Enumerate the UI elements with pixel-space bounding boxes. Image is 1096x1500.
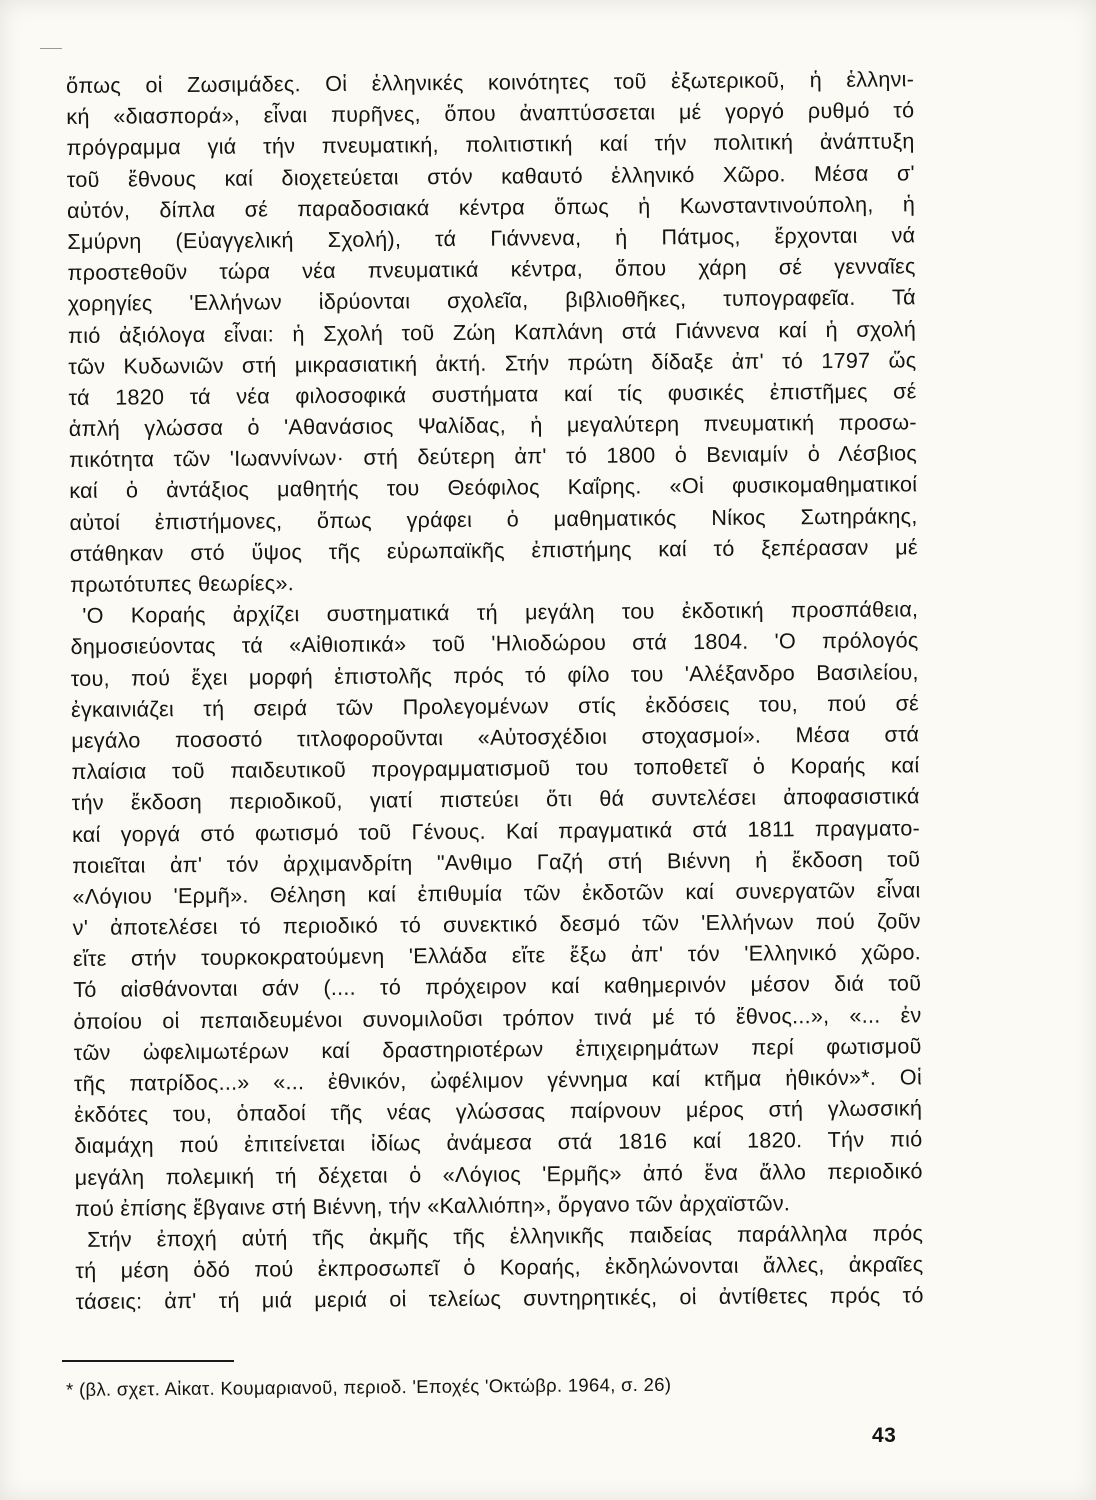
text-line: χορηγίες 'Ελλήνων ἱδρύονται σχολεῖα, βιβλιοθῆκες, τυπογραφεῖα. Τά: [67, 284, 916, 317]
text-line: πρωτότυπες θεωρίες».: [69, 570, 294, 597]
text-line: τῶν Κυδωνιῶν στή μικρασιατική ἀκτή. Στήν πρώτη δίδαξε ἀπ' τό 1797 ὥς: [68, 347, 917, 379]
footnote-rule: [62, 1360, 234, 1362]
text-line: τή μέση ὁδό πού ἐκπροσωπεῖ ὁ Κοραής, ἐκδηλώνονται ἄλλες, ἀκραῖες: [75, 1251, 924, 1284]
text-line: Σμύρνη (Εὐαγγελική Σχολή), τά Γιάννενα, ἡ Πάτμος, ἔρχονται νά: [67, 222, 916, 254]
text-line: ἁπλή γλώσσα ὁ 'Αθανάσιος Ψαλίδας, ἡ μεγαλύτερη πνευματική προσω-: [68, 409, 917, 442]
text-line: ν' ἀποτελέσει τό περιοδικό τό συνεκτικό δεσμό τῶν 'Ελλήνων πού ζοῦν: [72, 908, 921, 941]
margin-mark: [40, 48, 62, 49]
text-line: διαμάχη πού ἐπιτείνεται ἰδίως ἀνάμεσα στά 1816 καί 1820. Τήν πιό: [74, 1126, 923, 1159]
text-line: «Λόγιου 'Ερμῆ». Θέληση καί ἐπιθυμία τῶν ἐκδοτῶν καί συνεργατῶν εἶναι: [72, 877, 921, 909]
text-line: δημοσιεύοντας τά «Αἰθιοπικά» τοῦ 'Ηλιοδώρου στά 1804. 'Ο πρόλογός: [70, 627, 919, 660]
text-line: προστεθοῦν τώρα νέα πνευματικά κέντρα, ὅπου χάρη σέ γενναῖες: [67, 253, 916, 286]
text-line: ὁποίου οἱ πεπαιδευμένοι συνομιλοῦσι τρόπον τινά μέ τό ἔθνος...», «... ἐν: [73, 1001, 922, 1034]
text-line: ποιεῖται ἀπ' τόν ἀρχιμανδρίτη "Ανθιμο Γαζή στή Βιέννη ἡ ἔκδοση τοῦ: [72, 846, 921, 878]
text-line: μεγάλο ποσοστό τιτλοφοροῦνται «Αὐτοσχέδιοι στοχασμοί». Μέσα στά: [71, 721, 920, 753]
text-line: μεγάλη πολεμική τή δέχεται ὁ «Λόγιος 'Ερμῆς» ἀπό ἕνα ἄλλο περιοδικό: [74, 1157, 923, 1190]
text-line: τῆς πατρίδος...» «... ἐθνικόν, ὠφέλιμον γέννημα καί κτῆμα ἠθικόν»*. Οἱ: [73, 1064, 923, 1096]
text-line: καί γοργά στό φωτισμό τοῦ Γένους. Καί πραγματικά στά 1811 πραγματο-: [71, 814, 921, 847]
text-line: του, πού ἔχει μορφή ἐπιστολῆς πρός τό φίλο του 'Αλέξανδρο Βασιλείου,: [70, 658, 919, 691]
text-line: πλαίσια τοῦ παιδευτικοῦ προγραμματισμοῦ του τοποθετεῖ ὁ Κοραής καί: [71, 752, 920, 785]
page-number: 43: [872, 1424, 897, 1447]
text-line: τήν ἔκδοση περιοδικοῦ, γιατί πιστεύει ὅτι θά συντελέσει ἀποφασιστικά: [71, 783, 920, 816]
footnote: * (βλ. σχετ. Αἰκατ. Κουμαριανοῦ, περιοδ. 'Εποχές 'Οκτώβρ. 1964, σ. 26): [66, 1373, 672, 1400]
text-line: ἐγκαινιάζει τή σειρά τῶν Προλεγομένων στίς ἐκδόσεις του, πού σέ: [70, 690, 920, 722]
text-line: 'Ο Κοραής ἀρχίζει συστηματικά τή μεγάλη του ἐκδοτική προσπάθεια,: [82, 596, 919, 629]
text-line: κή «διασπορά», εἶναι πυρῆνες, ὅπου ἀναπτύσσεται μέ γοργό ρυθμό τό: [66, 97, 915, 130]
text-line: ὅπως οἱ Ζωσιμάδες. Οἱ ἑλληνικές κοινότητες τοῦ ἐξωτερικοῦ, ἡ ἑλληνι-: [66, 66, 915, 98]
text-line: τῶν ὠφελιμωτέρων καί δραστηριοτέρων ἐπιχειρημάτων περί φωτισμοῦ: [73, 1033, 922, 1065]
text-line: καί ὁ ἀντάξιος μαθητής του Θεόφιλος Καΐρης. «Οἱ φυσικομαθηματικοί: [69, 471, 918, 504]
text-line: Τό αἰσθάνονται σάν (.... τό πρόχειρον καί καθημερινόν μέσον διά τοῦ: [73, 970, 922, 1003]
text-line: αὐτόν, δίπλα σέ παραδοσιακά κέντρα ὅπως ἡ Κωνσταντινούπολη, ἡ: [67, 191, 916, 223]
text-line: τά 1820 τά νέα φιλοσοφικά συστήματα καί τίς φυσικές ἐπιστῆμες σέ: [68, 378, 917, 410]
text-line: ἐκδότες του, ὁπαδοί τῆς νέας γλώσσας παίρνουν μέρος στή γλωσσική: [74, 1095, 923, 1128]
text-line: πρόγραμμα γιά τήν πνευματική, πολιτιστική καί τήν πολιτική ἀνάπτυξη: [66, 128, 915, 161]
text-line: τοῦ ἔθνους καί διοχετεύεται στόν καθαυτό ἑλληνικό Χῶρο. Μέσα σ': [66, 159, 915, 192]
text-line: εἴτε στήν τουρκοκρατούμενη 'Ελλάδα εἴτε ἔξω ἀπ' τόν 'Ελληνικό χῶρο.: [72, 939, 922, 972]
text-line: αὐτοί ἐπιστήμονες, ὅπως γράφει ὁ μαθηματικός Νίκος Σωτηράκης,: [69, 502, 918, 535]
body-text: [66, 63, 924, 1317]
paragraphs: [66, 63, 924, 1317]
text-line: τάσεις: ἀπ' τή μιά μεριά οἱ τελείως συντηρητικές, οἱ ἀντίθετες πρός τό: [75, 1282, 924, 1315]
text-line: στάθηκαν στό ὕψος τῆς εὐρωπαϊκῆς ἐπιστήμης καί τό ξεπέρασαν μέ: [69, 534, 918, 566]
text-line: πιό ἀξιόλογα εἶναι: ἡ Σχολή τοῦ Ζώη Καπλάνη στά Γιάννενα καί ἡ σχολή: [67, 315, 917, 348]
text-line: πικότητα τῶν 'Ιωαννίνων· στή δεύτερη ἀπ' τό 1800 ὁ Βενιαμίν ὁ Λέσβιος: [68, 440, 918, 473]
text-line: Στήν ἐποχή αὐτή τῆς ἀκμῆς τῆς ἑλληνικῆς παιδείας παράλληλα πρός: [87, 1220, 924, 1252]
text-line: πού ἐπίσης ἔβγαινε στή Βιέννη, τήν «Καλλιόπη», ὄργανο τῶν ἀρχαϊστῶν.: [74, 1190, 791, 1221]
